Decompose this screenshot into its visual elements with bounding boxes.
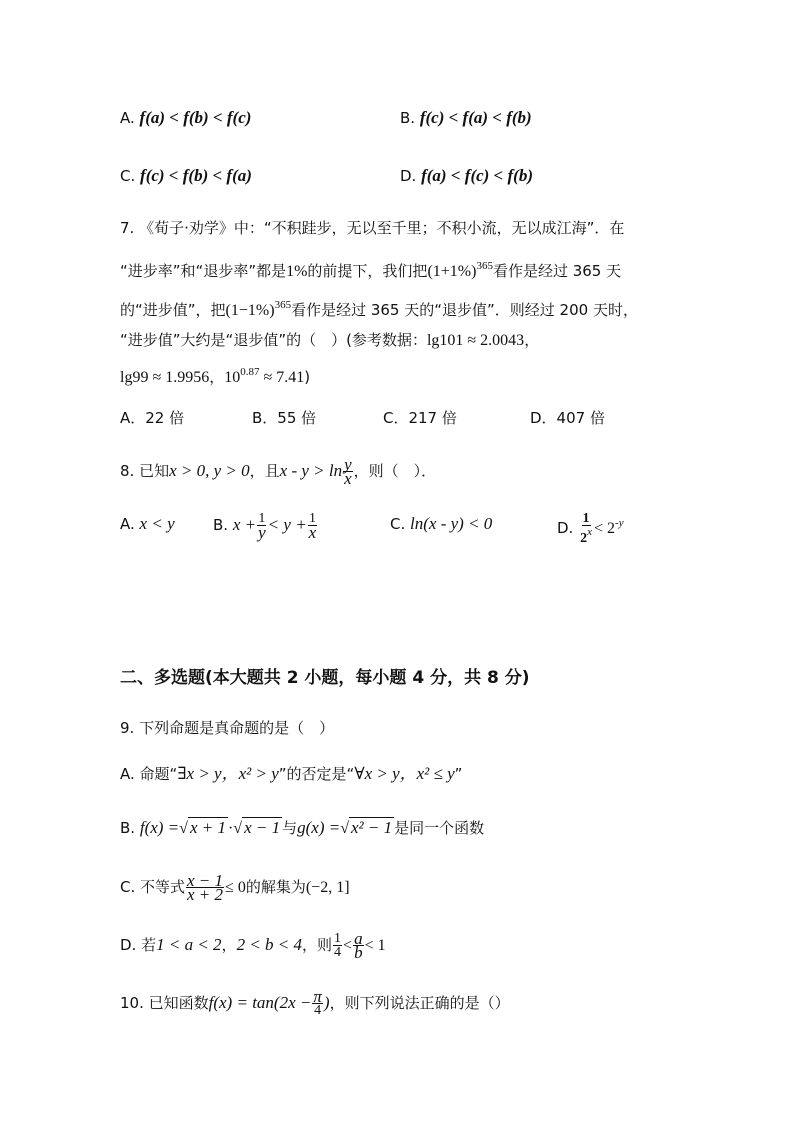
q6-option-c: C. f(c) < f(b) < f(a) — [120, 166, 252, 185]
q6-option-d: D. f(a) < f(c) < f(b) — [400, 166, 533, 185]
q7-option-c: C．217 倍 — [383, 409, 457, 427]
q8-option-a: A. x < y — [120, 514, 175, 533]
q6-option-d-expr: f(a) < f(c) < f(b) — [421, 166, 533, 185]
q9-option-d: D. 若1 < a < 2，2 < b < 4，则 $\frac{1}{4}$ < $\frac{a}{b}$ < 1 — [120, 929, 386, 962]
q7-line-1: 7. 《荀子·劝学》中：“不积跬步，无以至千里；不积小流，无以成江海”．在 — [120, 219, 625, 237]
q9-stem: 9. 下列命题是真命题的是（ ） — [120, 719, 335, 737]
q7-option-d: D．407 倍 — [530, 409, 605, 427]
q6-option-b-expr: f(c) < f(a) < f(b) — [419, 108, 532, 127]
q7-option-b: B．55 倍 — [252, 409, 317, 427]
q9-option-a: A. 命题“∃x > y，x² > y”的否定是“∀x > y，x² ≤ y” — [120, 764, 463, 783]
section-2-heading: 二、多选题(本大题共 2 小题，每小题 4 分，共 8 分) — [120, 668, 530, 688]
q8-option-d: D. $\frac{1}{2^x}$ < $2^{-y}$ — [557, 511, 624, 546]
q10-stem: 10. 已知函数f(x) = tan(2x − $\frac{\pi}{4}$ )，则下列说法正确的是（） — [120, 987, 510, 1018]
q8-stem: 8. 已知x > 0, y > 0，且x - y > ln $\frac{y}{x}$ ，则（ ）． — [120, 455, 437, 488]
q9-option-c: C. 不等式 $\frac{x - 1}{x + 2}$ ≤ 0的解集为(−2, 1] — [120, 871, 350, 904]
q8-option-c: C. ln(x - y) < 0 — [390, 514, 493, 533]
q6-option-b: B. f(c) < f(a) < f(b) — [400, 108, 532, 127]
q8-option-b: B. x + $\frac{1}{y}$ < y + $\frac{1}{x}$ — [213, 511, 317, 542]
q7-line-2: “进步率”和“退步率”都是1%的前提下，我们把$(1+1\%)^{365}$看作是经过 365 天 — [120, 260, 622, 280]
q7-line-5: lg99 ≈ 1.9956，$10^{0.87} \approx 7.41$) — [120, 366, 311, 386]
q6-option-a-expr: f(a) < f(b) < f(c) — [139, 108, 252, 127]
q7-line-3: 的“进步值”，把$(1-1\%)^{365}$看作是经过 365 天的“退步值”．则经过 200 天时， — [120, 299, 638, 319]
q6-option-c-expr: f(c) < f(b) < f(a) — [140, 166, 252, 185]
q9-option-b: B. f(x) =√ x + 1 ·√ x − 1 与g(x) =√ x² − 1 是同一个函数 — [120, 818, 485, 837]
q6-option-a: A. f(a) < f(b) < f(c) — [120, 108, 252, 127]
q7-line-4: “进步值”大约是“退步值”的（ ）(参考数据：lg101 ≈ 2.0043， — [120, 331, 540, 349]
q8-fraction: $\frac{y}{x}$ — [344, 455, 352, 488]
q7-option-a: A．22 倍 — [120, 409, 185, 427]
